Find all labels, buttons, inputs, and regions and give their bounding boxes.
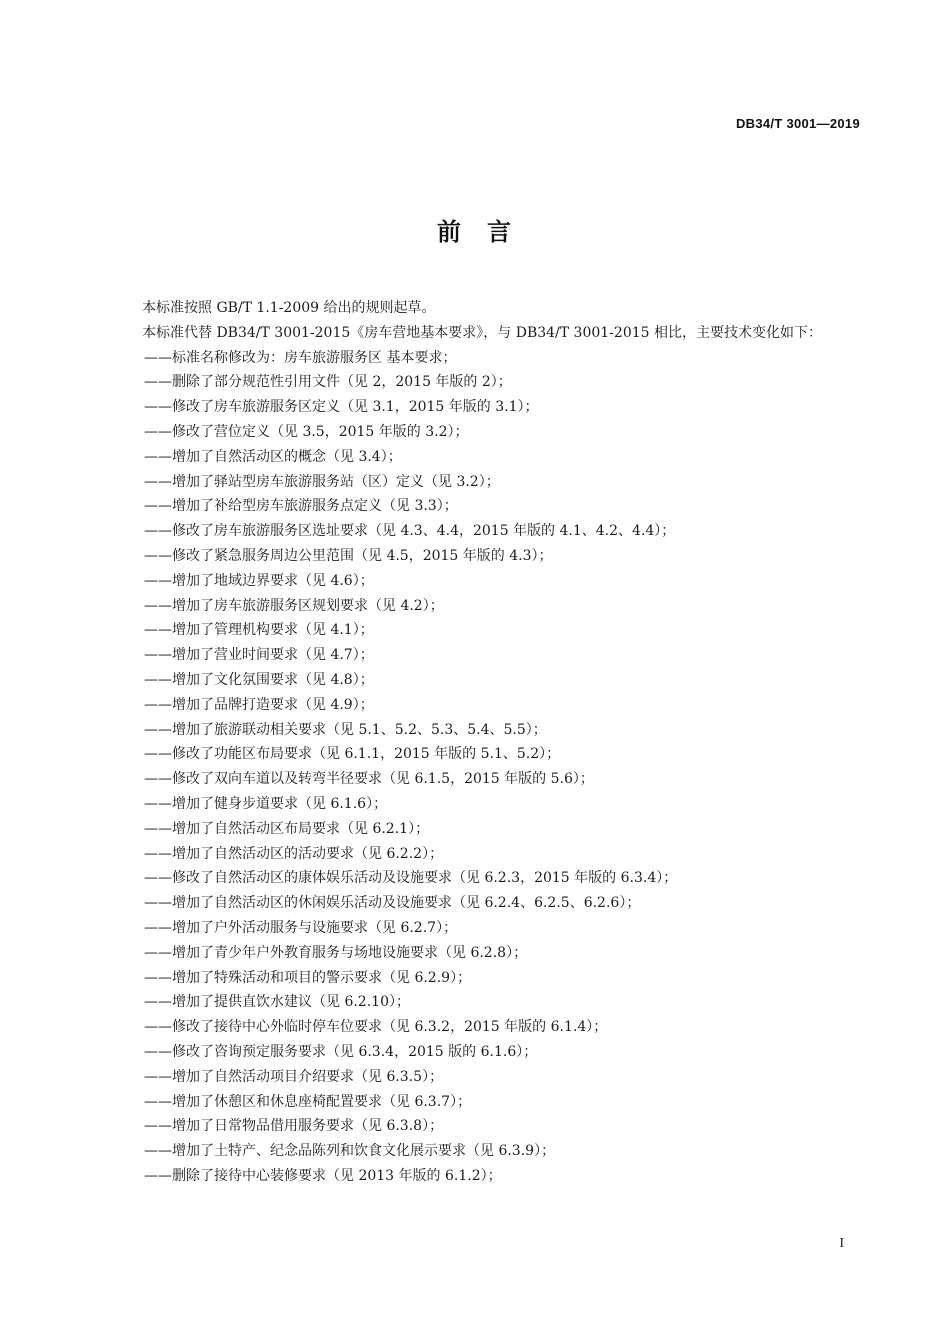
list-item: ——修改了房车旅游服务区选址要求（见 4.3、4.4，2015 年版的 4.1、4.2、4.4）； [144, 523, 676, 540]
list-item: ——增加了营业时间要求（见 4.7）； [144, 647, 374, 664]
list-item: ——增加了自然活动区的休闲娱乐活动及设施要求（见 6.2.4、6.2.5、6.2.6）； [144, 895, 641, 912]
list-item: ——增加了休憩区和休息座椅配置要求（见 6.3.7）； [144, 1093, 472, 1110]
list-item: ——增加了补给型房车旅游服务点定义（见 3.3）； [144, 498, 458, 515]
foreword-body [114, 296, 862, 1189]
list-item: ——增加了自然活动区的活动要求（见 6.2.2）； [144, 845, 444, 862]
list-item: ——增加了房车旅游服务区规划要求（见 4.2）； [144, 597, 444, 614]
list-item: ——增加了地域边界要求（见 4.6）； [144, 572, 374, 589]
list-item: ——增加了户外活动服务与设施要求（见 6.2.7）； [144, 919, 458, 936]
list-item: ——增加了品牌打造要求（见 4.9）； [144, 696, 374, 713]
list-item: ——增加了日常物品借用服务要求（见 6.3.8）； [144, 1118, 444, 1135]
list-item: ——修改了咨询预定服务要求（见 6.3.4，2015 版的 6.1.6）； [144, 1043, 538, 1060]
list-item: ——删除了接待中心装修要求（见 2013 年版的 6.1.2）； [144, 1167, 502, 1184]
list-item: ——增加了提供直饮水建议（见 6.2.10）； [144, 994, 410, 1011]
list-item: ——增加了文化氛围要求（见 4.8）； [144, 671, 374, 688]
list-item: ——修改了紧急服务周边公里范围（见 4.5，2015 年版的 4.3）； [144, 547, 553, 564]
list-item: ——增加了管理机构要求（见 4.1）； [144, 622, 374, 639]
list-item: ——标准名称修改为：房车旅游服务区 基本要求； [144, 349, 457, 366]
list-item: ——增加了土特产、纪念品陈列和饮食文化展示要求（见 6.3.9）； [144, 1143, 556, 1160]
changes-list [114, 346, 862, 1189]
list-item: ——增加了特殊活动和项目的警示要求（见 6.2.9）； [144, 969, 472, 986]
standard-code: DB34/T 3001—2019 [735, 116, 860, 131]
list-item: ——修改了功能区布局要求（见 6.1.1，2015 年版的 5.1、5.2）； [144, 746, 561, 763]
list-item: ——增加了自然活动区的概念（见 3.4）； [144, 448, 402, 465]
page-number: I [839, 1236, 844, 1251]
list-item: ——修改了自然活动区的康体娱乐活动及设施要求（见 6.2.3，2015 年版的 6.3.4）； [144, 870, 678, 887]
page-title: 前言 [437, 218, 537, 246]
intro-paragraph: 本标准代替 DB34/T 3001-2015《房车营地基本要求》，与 DB34/T 3001-2015 相比，主要技术变化如下： [142, 324, 822, 341]
list-item: ——增加了自然活动项目介绍要求（见 6.3.5）； [144, 1068, 444, 1085]
list-item: ——增加了青少年户外教育服务与场地设施要求（见 6.2.8）； [144, 944, 528, 961]
list-item: ——删除了部分规范性引用文件（见 2，2015 年版的 2）； [144, 374, 512, 391]
list-item: ——修改了接待中心外临时停车位要求（见 6.3.2，2015 年版的 6.1.4）； [144, 1019, 608, 1036]
intro-paragraph: 本标准按照 GB/T 1.1-2009 给出的规则起草。 [142, 300, 436, 316]
list-item: ——增加了健身步道要求（见 6.1.6）； [144, 795, 388, 812]
list-item: ——增加了自然活动区布局要求（见 6.2.1）； [144, 820, 430, 837]
list-item: ——增加了驿站型房车旅游服务站（区）定义（见 3.2）； [144, 473, 500, 490]
list-item: ——修改了营位定义（见 3.5，2015 年版的 3.2）； [144, 423, 469, 440]
list-item: ——修改了双向车道以及转弯半径要求（见 6.1.5，2015 年版的 5.6）； [144, 771, 594, 788]
list-item: ——增加了旅游联动相关要求（见 5.1、5.2、5.3、5.4、5.5）； [144, 721, 547, 738]
list-item: ——修改了房车旅游服务区定义（见 3.1，2015 年版的 3.1）； [144, 399, 539, 416]
